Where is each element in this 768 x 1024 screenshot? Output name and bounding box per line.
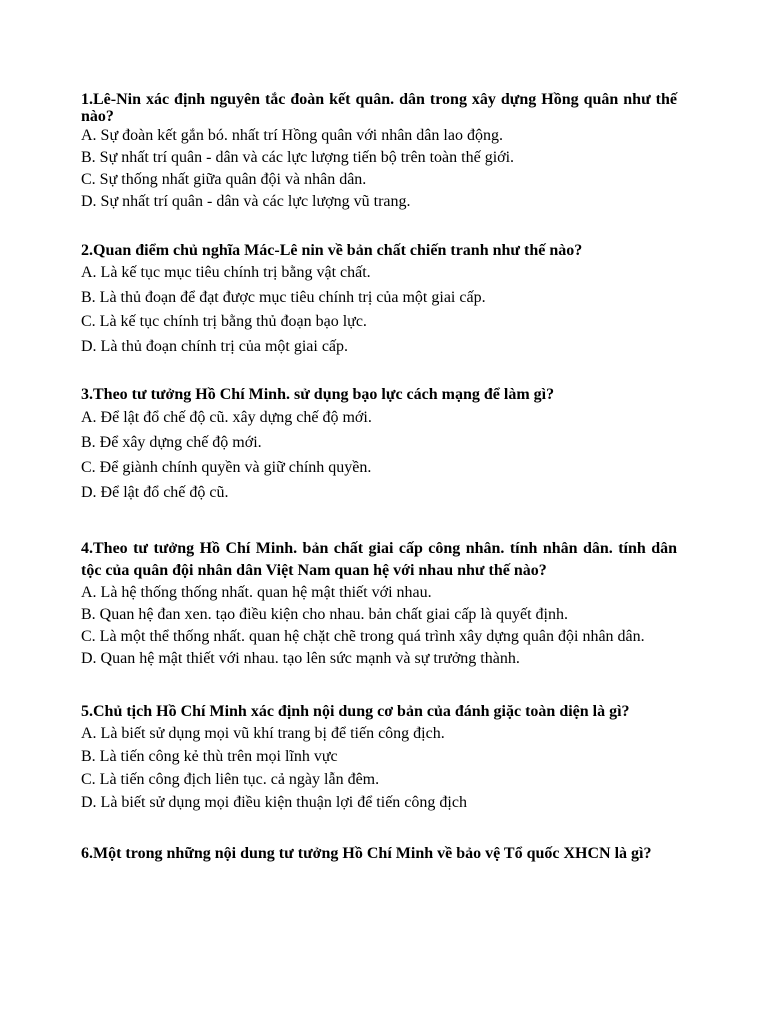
option-c: C. Là tiến công địch liên tục. cả ngày lẫn đêm. [81,771,380,788]
option-d: D. Là biết sử dụng mọi điều kiện thuận lợi để tiến công địch [81,794,467,811]
question-2 [81,242,677,359]
question-title: 3.Theo tư tưởng Hồ Chí Minh. sử dụng bạo lực cách mạng để làm gì? [81,386,555,403]
question-title: 2.Quan điểm chủ nghĩa Mác-Lê nin về bản chất chiến tranh như thế nào? [81,242,583,259]
option-a: A. Là kế tục mục tiêu chính trị bằng vật chất. [81,264,371,281]
option-a: A. Sự đoàn kết gắn bó. nhất trí Hồng quân với nhân dân lao động. [81,127,503,144]
option-a: A. Là hệ thống thống nhất. quan hệ mật thiết với nhau. [81,584,432,601]
option-c: C. Là một thể thống nhất. quan hệ chặt chẽ trong quá trình xây dựng quân đội nhân dân. [81,628,645,645]
question-title: 6.Một trong những nội dung tư tưởng Hồ Chí Minh về bảo vệ Tổ quốc XHCN là gì? [81,845,652,862]
option-a: A. Để lật đổ chế độ cũ. xây dựng chế độ mới. [81,409,372,426]
option-b: B. Là tiến công kẻ thù trên mọi lĩnh vực [81,748,338,765]
option-d: D. Là thủ đoạn chính trị của một giai cấp. [81,337,349,355]
option-b: B. Quan hệ đan xen. tạo điều kiện cho nhau. bản chất giai cấp là quyết định. [81,606,568,623]
question-4 [81,538,677,670]
question-6 [81,844,677,864]
question-5 [81,702,677,814]
option-d: D. Quan hệ mật thiết với nhau. tạo lên sức mạnh và sự trưởng thành. [81,650,520,667]
question-title: 4.Theo tư tưởng Hồ Chí Minh. bản chất giai cấp công nhân. tính nhân dân. tính dân tộc của quân đội nhân dân Việt Nam quan hệ với nhau như thế nào? [81,540,677,579]
option-b: B. Để xây dựng chế độ mới. [81,434,262,451]
option-c: C. Là kế tục chính trị bằng thủ đoạn bạo lực. [81,313,367,330]
option-d: D. Sự nhất trí quân - dân và các lực lượng vũ trang. [81,193,411,210]
question-3 [81,386,677,505]
question-title: 5.Chủ tịch Hồ Chí Minh xác định nội dung cơ bản của đánh giặc toàn diện là gì? [81,703,630,720]
option-d: D. Để lật đổ chế độ cũ. [81,484,229,501]
option-a: A. Là biết sử dụng mọi vũ khí trang bị để tiến công địch. [81,725,445,742]
option-b: B. Là thủ đoạn để đạt được mục tiêu chính trị của một giai cấp. [81,288,486,306]
option-b: B. Sự nhất trí quân - dân và các lực lượng tiến bộ trên toàn thế giới. [81,149,515,166]
option-c: C. Để giành chính quyền và giữ chính quyền. [81,459,372,476]
question-title: 1.Lê-Nin xác định nguyên tắc đoàn kết quân. dân trong xây dựng Hồng quân như thế nào? [81,91,677,125]
option-c: C. Sự thống nhất giữa quân đội và nhân dân. [81,171,367,188]
question-1 [81,91,677,213]
document-page [81,91,677,864]
